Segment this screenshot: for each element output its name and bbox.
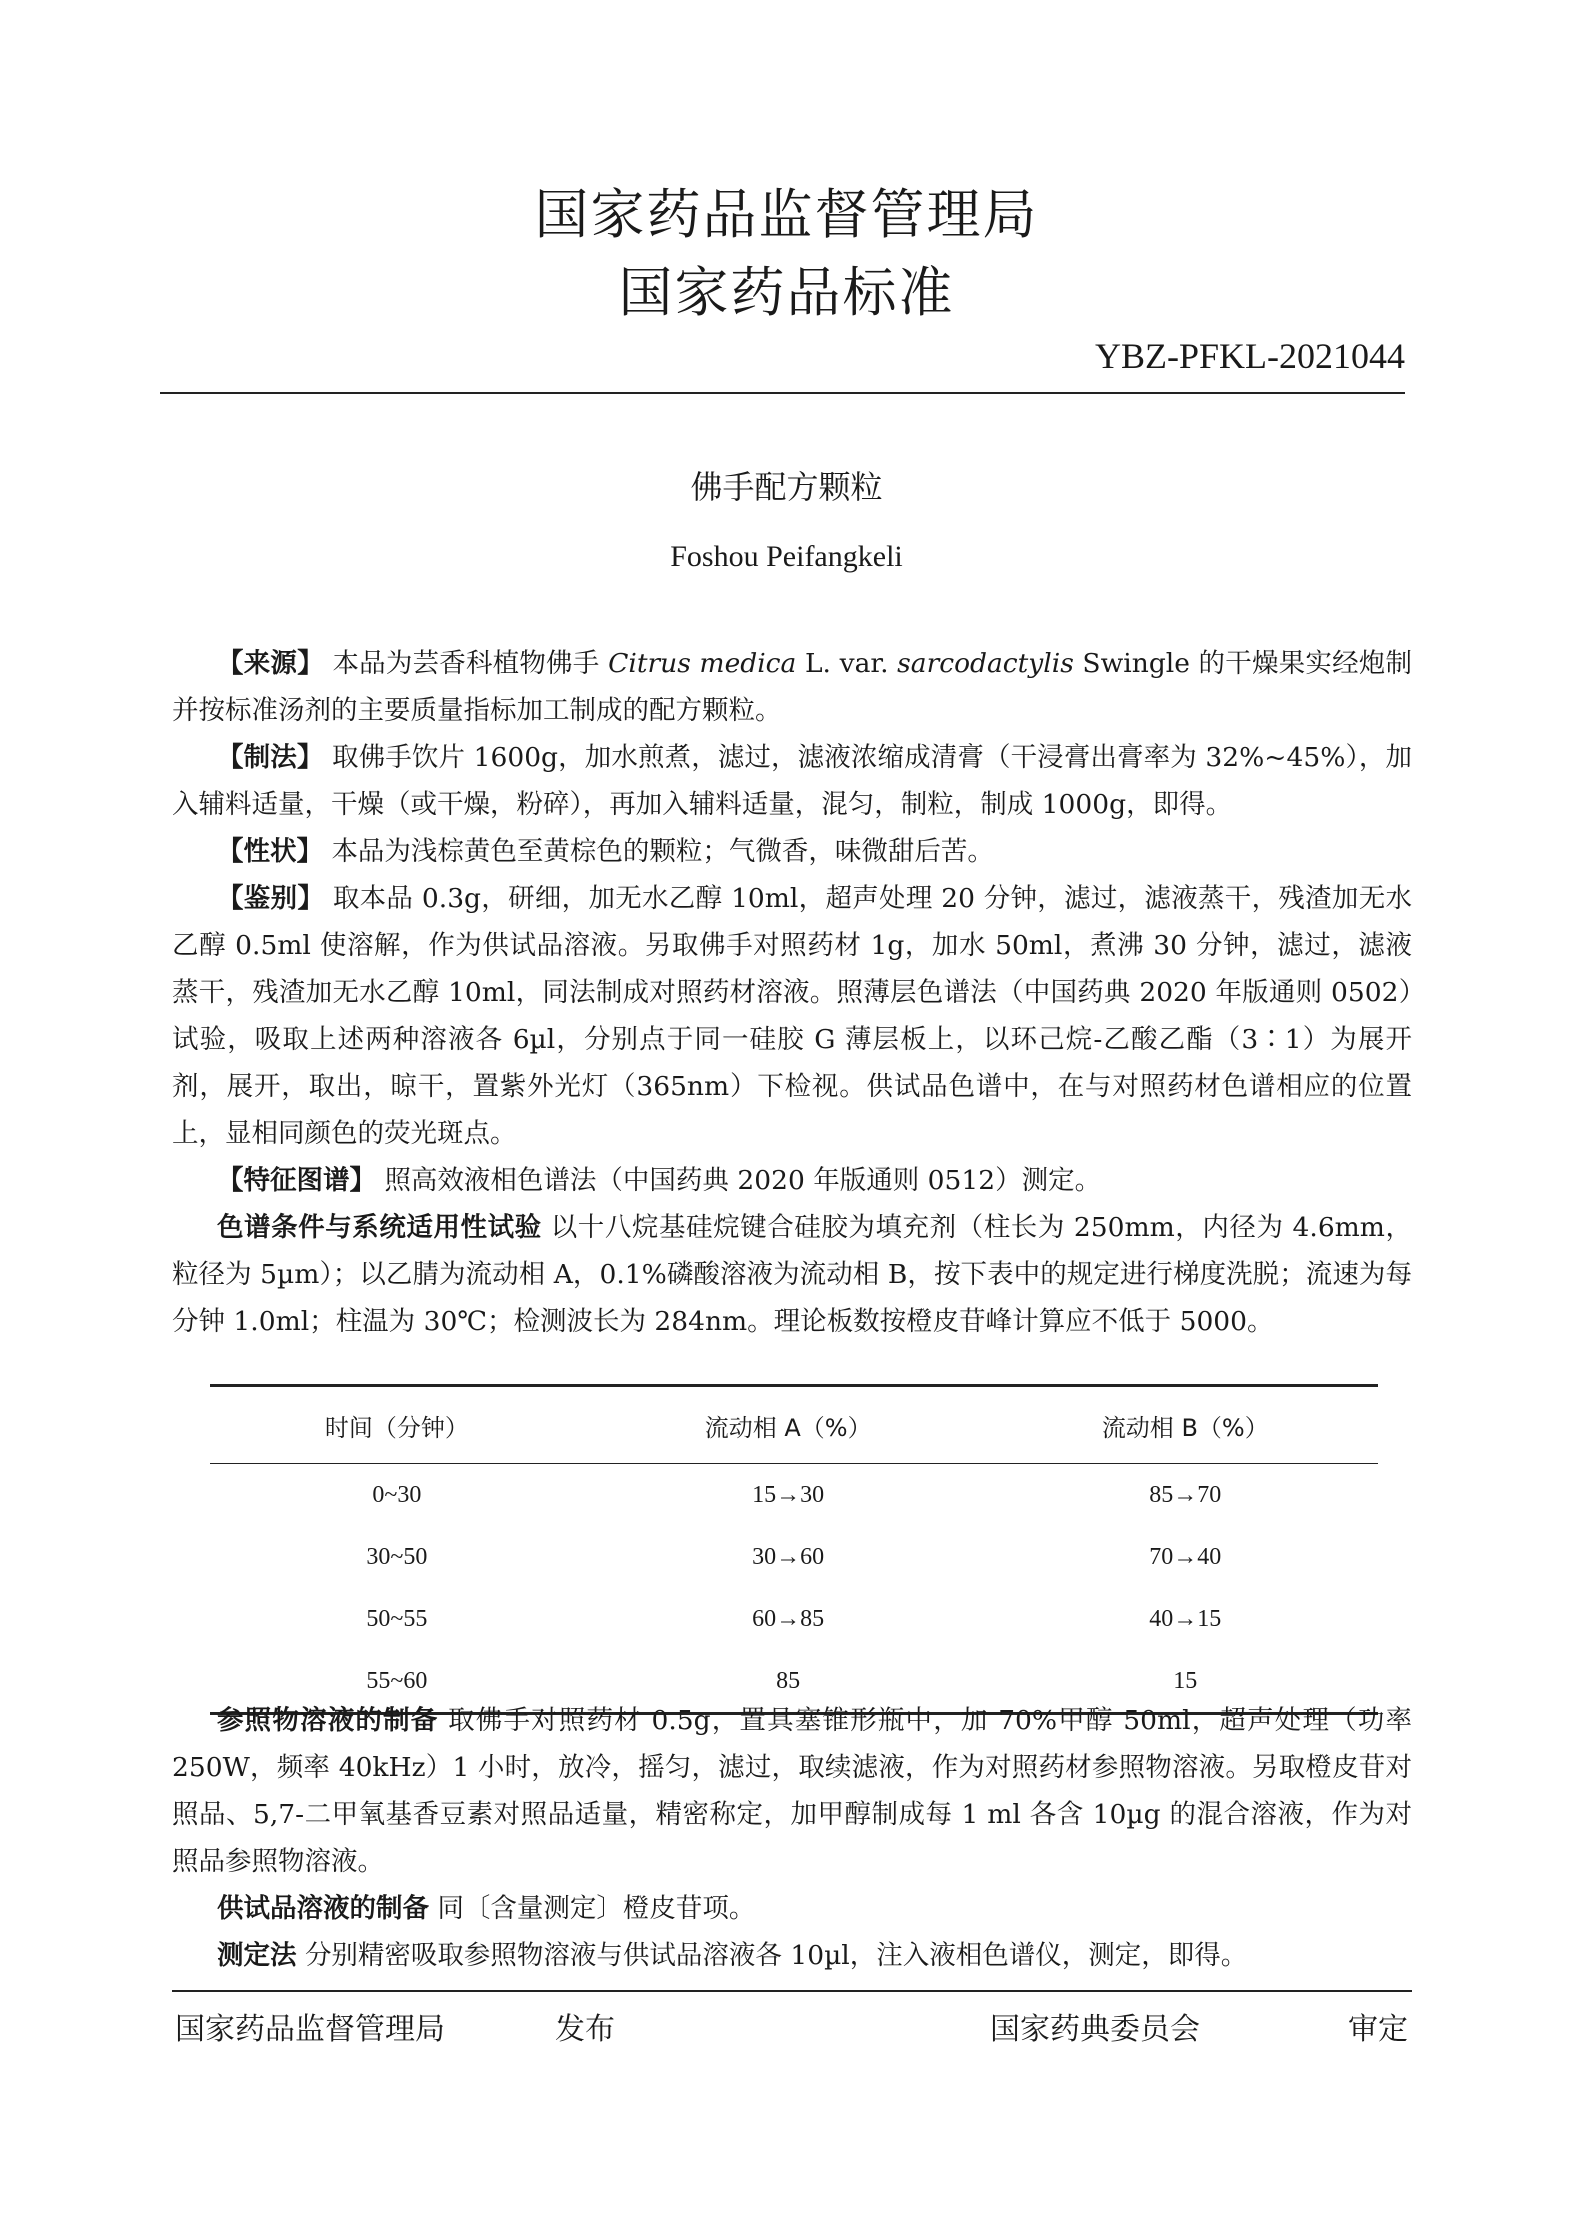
table-cell: 30~50 [366, 1543, 428, 1570]
preparation-text: 取佛手饮片 1600g，加水煎煮，滤过，滤液浓缩成清膏（干浸膏出膏率为 32%~45%），加入辅料适量，干燥（或干燥，粉碎），再加入辅料适量，混匀，制粒，制成 1000g，即得。 [172, 742, 1412, 820]
character-label: 【性状】 [217, 836, 323, 867]
identification-text: 取本品 0.3g，研细，加无水乙醇 10ml，超声处理 20 分钟，滤过，滤液蒸干，残渣加无水乙醇 0.5ml 使溶解，作为供试品溶液。另取佛手对照药材 1g，加水 50ml，煮沸 30 分钟，滤过，滤液蒸干，残渣加无水乙醇 10ml，同法制成对照药材溶液。照薄层色谱法（中国药典 2020 年版通则 0502）试验，吸取上述两种溶液各 6µl，分别点于同一硅胶 G 薄层板上，以环己烷-乙酸乙酯（3∶1）为展开剂，展开，取出，晾干，置紫外光灯（365nm）下检视。供试品色谱中，在与对照药材色谱相应的位置上，显相同颜色的荧光斑点。 [172, 883, 1412, 1149]
conditions-paragraph [172, 1204, 1412, 1345]
footer-review-word: 审定 [1348, 2012, 1408, 2047]
table-cell: 55~60 [210, 1650, 584, 1714]
table-header-row [210, 1386, 1378, 1464]
fingerprint-text: 照高效液相色谱法（中国药典 2020 年版通则 0512）测定。 [384, 1165, 1102, 1196]
identification-label: 【鉴别】 [217, 883, 325, 914]
header-rule [160, 392, 1405, 394]
table-cell: 15→30 [752, 1481, 825, 1508]
product-title-cn: 佛手配方颗粒 [690, 468, 883, 506]
conditions-text: 以十八烷基硅烷键合硅胶为填充剂（柱长为 250mm，内径为 4.6mm，粒径为 5µm）；以乙腈为流动相 A，0.1%磷酸溶液为流动相 B，按下表中的规定进行梯度洗脱；流速为每分钟 1.0ml；柱温为 30℃；检测波长为 284nm。理论板数按橙皮苷峰计算应不低于 5000。 [172, 1212, 1413, 1337]
column-header: 时间（分钟） [210, 1386, 584, 1464]
table-row [210, 1464, 1378, 1527]
footer-reviewer: 国家药典委员会 [990, 2012, 1200, 2047]
agency-name: 国家药品监督管理局 [534, 183, 1039, 246]
table-cell: 50~55 [366, 1605, 428, 1632]
latin-variety: sarcodactylis [897, 648, 1074, 679]
method-label: 测定法 [217, 1940, 297, 1971]
gradient-table [210, 1384, 1378, 1715]
table-cell: 85 [584, 1650, 993, 1714]
table-cell: 0~30 [372, 1481, 422, 1508]
footer-issuer: 国家药品监督管理局 [175, 2012, 445, 2047]
column-header: 流动相 B（%） [993, 1386, 1378, 1464]
body-text-bottom [172, 1697, 1412, 1979]
table-cell: 15 [993, 1650, 1378, 1714]
latin-genus: Citrus medica [608, 648, 797, 679]
standard-code: YBZ-PFKL-2021044 [1094, 336, 1405, 376]
table-row [210, 1588, 1378, 1650]
conditions-label: 色谱条件与系统适用性试验 [217, 1212, 542, 1243]
table-cell: 60→85 [752, 1605, 825, 1632]
column-header: 流动相 A（%） [584, 1386, 993, 1464]
table-cell: 85→70 [1149, 1481, 1222, 1508]
table-cell: 40→15 [1149, 1605, 1222, 1632]
test-solution-text: 同〔含量测定〕橙皮苷项。 [437, 1893, 756, 1924]
fingerprint-label: 【特征图谱】 [217, 1165, 376, 1196]
body-text-top [172, 640, 1412, 1345]
table-row [210, 1526, 1378, 1588]
identification-paragraph [172, 875, 1412, 1157]
preparation-label: 【制法】 [217, 742, 324, 773]
reference-label: 参照物溶液的制备 [217, 1705, 439, 1736]
method-paragraph [172, 1932, 1412, 1979]
fingerprint-paragraph [172, 1157, 1412, 1204]
standard-name: 国家药品标准 [618, 261, 955, 324]
reference-paragraph [172, 1697, 1412, 1885]
product-title-en: Foshou Peifangkeli [670, 540, 903, 573]
source-label: 【来源】 [217, 648, 324, 679]
test-solution-paragraph [172, 1885, 1412, 1932]
source-paragraph: 【来源】 本品为芸香科植物佛手 Citrus medica L. var. sarcodactylis Swingle 的干燥果实经炮制并按标准汤剂的主要质量指标加工制成的配方颗粒。 [172, 648, 1412, 726]
test-solution-label: 供试品溶液的制备 [217, 1893, 429, 1924]
method-text: 分别精密吸取参照物溶液与供试品溶液各 10µl，注入液相色谱仪，测定，即得。 [304, 1940, 1248, 1971]
character-text: 本品为浅棕黄色至黄棕色的颗粒；气微香，味微甜后苦。 [331, 836, 994, 867]
table-cell: 70→40 [1149, 1543, 1222, 1570]
footer-issue-word: 发布 [555, 2012, 615, 2047]
table-cell: 30→60 [752, 1543, 825, 1570]
preparation-paragraph [172, 734, 1412, 828]
reference-text: 取佛手对照药材 0.5g，置具塞锥形瓶中，加 70%甲醇 50ml，超声处理（功率 250W，频率 40kHz）1 小时，放冷，摇匀，滤过，取续滤液，作为对照药材参照物溶液。另取橙皮苷对照品、5,7-二甲氧基香豆素对照品适量，精密称定，加甲醇制成每 1 ml 各含 10µg 的混合溶液，作为对照品参照物溶液。 [172, 1705, 1412, 1877]
footer-rule [172, 1990, 1412, 1992]
character-paragraph [172, 828, 1412, 875]
